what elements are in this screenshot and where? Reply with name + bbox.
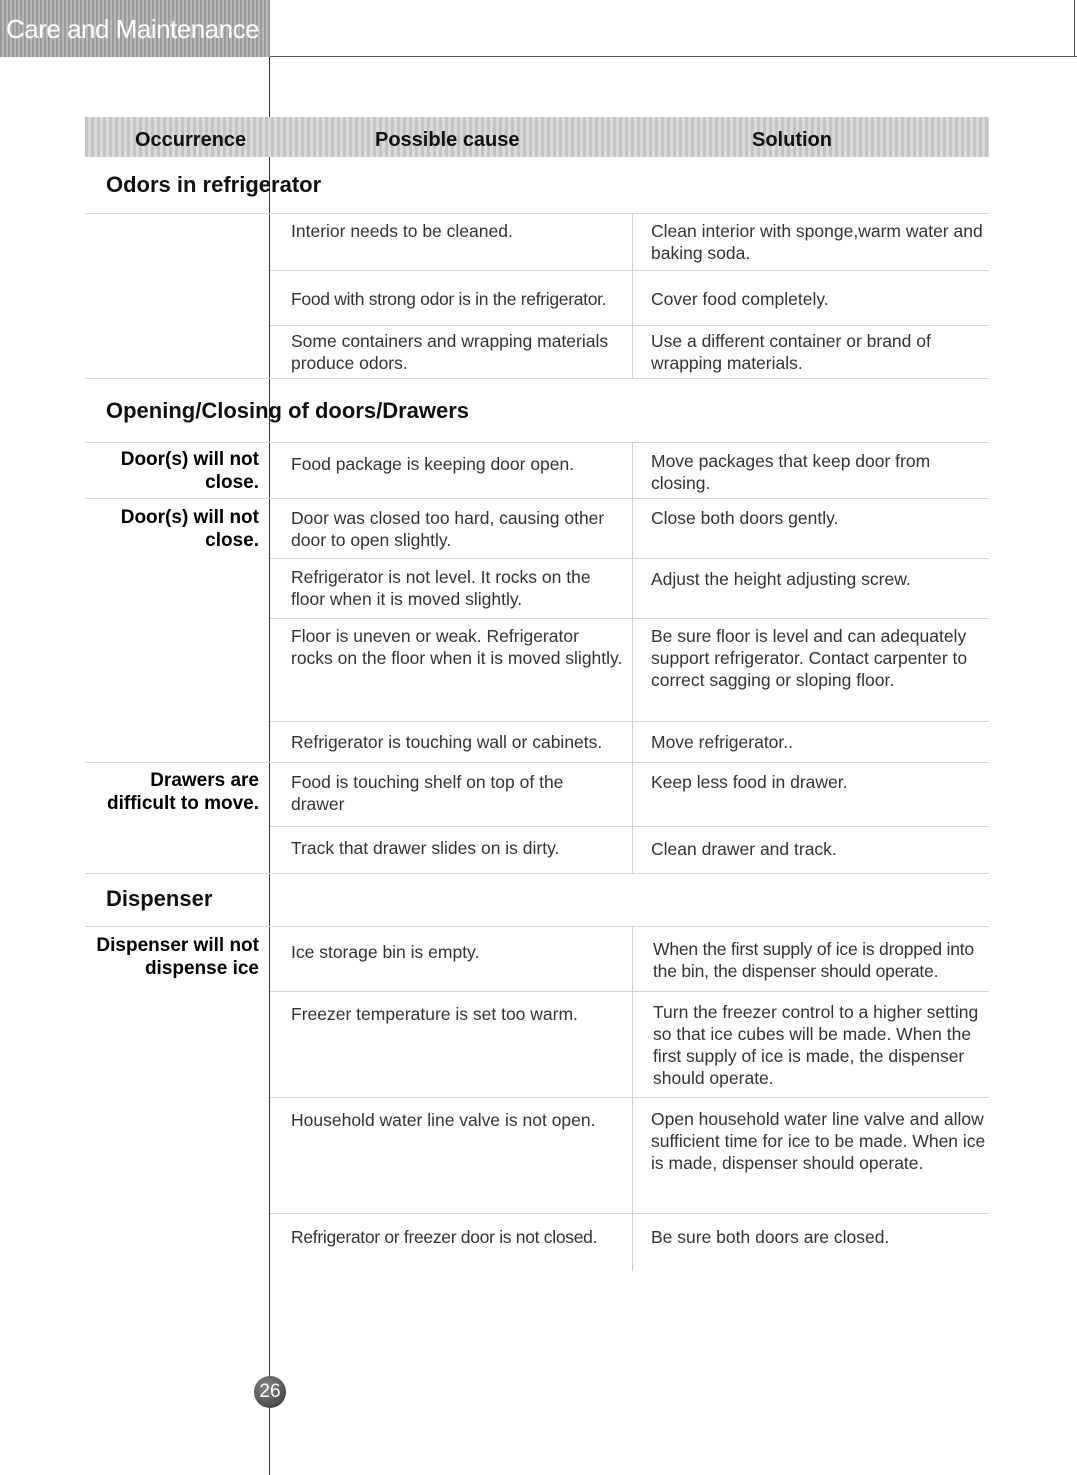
row-divider: [270, 1097, 989, 1098]
cause-text: Door was closed too hard, causing other door to open slightly.: [291, 508, 605, 550]
cause-text: Some containers and wrapping materials produce odors.: [291, 331, 609, 373]
row-divider: [85, 442, 989, 443]
occurrence-drawers: Drawers are difficult to move.: [107, 770, 259, 814]
cause-text: Floor is uneven or weak. Refrigerator rocks on the floor when it is moved slightly.: [291, 626, 623, 668]
row-divider: [85, 873, 989, 874]
solution-text: When the first supply of ice is dropped into the bin, the dispenser should operate.: [653, 939, 974, 981]
solution-text: Move packages that keep door from closing.: [651, 451, 931, 493]
row-divider: [270, 826, 989, 827]
row-divider: [85, 926, 989, 927]
occurrence-door-1: Door(s) will not close.: [120, 449, 259, 493]
section-title: Care and Maintenance: [6, 14, 260, 44]
column-header-bar: [85, 117, 989, 157]
header-rule: [270, 56, 1077, 57]
occurrence-door-2: Door(s) will not close.: [120, 507, 259, 551]
section-doors: Opening/Closing of doors/Drawers: [106, 398, 470, 423]
section-dispenser: Dispenser: [106, 886, 213, 911]
cause-text: Food package is keeping door open.: [291, 454, 575, 474]
row-divider: [85, 378, 989, 379]
row-divider: [270, 991, 989, 992]
col-occurrence: Occurrence: [135, 129, 247, 151]
cause-text: Food with strong odor is in the refrigerator.: [291, 289, 607, 309]
solution-text: Keep less food in drawer.: [651, 772, 848, 792]
occurrence-dispenser: Dispenser will not dispense ice: [96, 935, 259, 979]
row-divider: [85, 213, 989, 214]
cause-text: Track that drawer slides on is dirty.: [291, 838, 560, 858]
row-divider: [270, 270, 989, 271]
cause-text: Freezer temperature is set too warm.: [291, 1004, 578, 1024]
row-divider: [85, 762, 989, 763]
solution-text: Open household water line valve and allow sufficient time for ice to be made. When ice is made, dispenser should operate.: [651, 1109, 986, 1173]
solution-text: Adjust the height adjusting screw.: [651, 569, 911, 589]
col-divider: [632, 442, 633, 874]
col-solution: Solution: [752, 129, 832, 151]
header-rule-right: [1074, 0, 1075, 57]
cause-text: Food is touching shelf on top of the drawer: [291, 772, 564, 814]
row-divider: [270, 721, 989, 722]
solution-text: Use a different container or brand of wrapping materials.: [651, 331, 931, 373]
cause-text: Refrigerator is touching wall or cabinets.: [291, 732, 603, 752]
page-number-badge: 26: [254, 1376, 286, 1408]
solution-text: Clean interior with sponge,warm water and baking soda.: [651, 221, 983, 263]
cause-text: Ice storage bin is empty.: [291, 942, 480, 962]
row-divider: [270, 1213, 989, 1214]
solution-text: Be sure both doors are closed.: [651, 1227, 890, 1247]
col-cause: Possible cause: [375, 129, 520, 151]
col-divider: [632, 213, 633, 378]
solution-text: Close both doors gently.: [651, 508, 839, 528]
solution-text: Cover food completely.: [651, 289, 829, 309]
row-divider: [85, 498, 989, 499]
cause-text: Interior needs to be cleaned.: [291, 221, 513, 241]
section-odors: Odors in refrigerator: [106, 172, 322, 197]
row-divider: [270, 325, 989, 326]
solution-text: Turn the freezer control to a higher setting so that ice cubes will be made. When the first supply of ice is made, the dispenser should operate.: [653, 1002, 979, 1088]
cause-text: Household water line valve is not open.: [291, 1110, 596, 1130]
cause-text: Refrigerator or freezer door is not closed.: [291, 1227, 598, 1247]
solution-text: Clean drawer and track.: [651, 839, 837, 859]
section-tab: [0, 0, 270, 57]
row-divider: [270, 618, 989, 619]
solution-text: Move refrigerator..: [651, 732, 793, 752]
col-divider: [632, 926, 633, 1271]
solution-text: Be sure floor is level and can adequately support refrigerator. Contact carpenter to correct sagging or sloping floor.: [651, 626, 968, 690]
row-divider: [270, 558, 989, 559]
cause-text: Refrigerator is not level. It rocks on the floor when it is moved slightly.: [291, 567, 591, 609]
